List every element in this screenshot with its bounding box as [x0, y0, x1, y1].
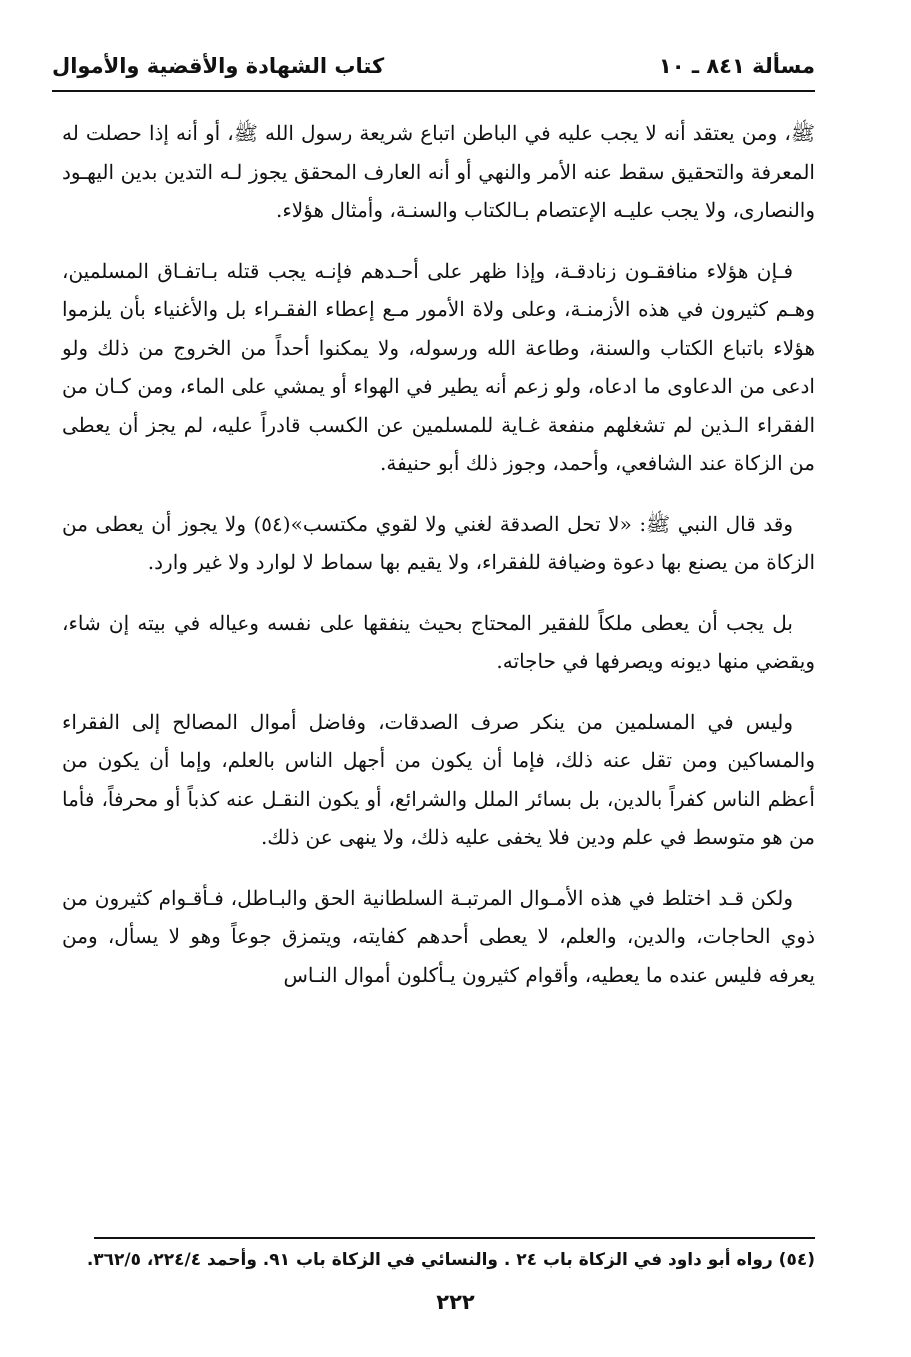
- footnote-divider: [94, 1237, 815, 1239]
- footnote: (٥٤) رواه أبو داود في الزكاة باب ٢٤ . والنسائي في الزكاة باب ٩١. وأحمد ٢٢٤/٤، ٣٦٢/٥.: [86, 1250, 815, 1270]
- main-text: [62, 114, 815, 1016]
- paragraph-4: بل يجب أن يعطى ملكاً للفقير المحتاج بحيث ينفقها على نفسه وعياله في بيته إن شاء، ويقضي منها ديونه ويصرفها في حاجاته.: [62, 610, 815, 673]
- paragraph-3: وقد قال النبي ﷺ: «لا تحل الصدقة لغني ولا لقوي مكتسب»(٥٤) ولا يجوز أن يعطى من الزكاة من يصنع بها دعوة وضيافة للفقراء، ولا يقيم بها سماط لا لوارد ولا غير وارد.: [62, 511, 815, 574]
- question-reference: مسألة ٨٤١ ـ ١٠: [658, 54, 815, 78]
- page-header: [52, 50, 815, 86]
- page-number: ٢٢٢: [436, 1290, 475, 1314]
- paragraph-6: ولكن قـد اختلط في هذه الأمـوال المرتبـة السلطانية الحق والبـاطل، فـأقـوام كثيرون من ذوي الحاجات، والدين، والعلم، لا يعطى أحدهم كفايته، ويتمزق جوعاً وهو لا يسأل، ومن يعرفه فليس عنده ما يعطيه، وأقوام كثيرون يـأكلون أموال النـاس: [62, 885, 816, 987]
- book-title: كتاب الشهادة والأقضية والأموال: [52, 54, 385, 78]
- paragraph-5: وليس في المسلمين من ينكر صرف الصدقات، وفاضل أموال المصالح إلى الفقراء والمساكين ومن تقل عنه ذلك، فإما أن يكون من أجهل الناس بالعلم، وإما أن يكون من أعظم الناس كفراً بالدين، بل بسائر الملل والشرائع، أو يكون النقـل عنه كذباً أو محرفاً، فأما من هو متوسط في علم ودين فلا يخفى عليه ذلك، ولا ينهى عن ذلك.: [62, 709, 815, 849]
- header-divider: [52, 90, 815, 92]
- paragraph-2: فـإن هؤلاء منافقـون زنادقـة، وإذا ظهر على أحـدهم فإنـه يجب قتله بـاتفـاق المسلمين، وهـم كثيرون في هذه الأزمنـة، وعلى ولاة الأمور مـع إعطاء الفقـراء بل والأغنياء بأن يلزموا هؤلاء باتباع الكتاب والسنة، وطاعة الله ورسوله، ولا يمكنوا أحداً من الخروج من ذلك ولو ادعى من الدعاوى ما ادعاه، ولو زعم أنه يطير في الهواء أو يمشي على الماء، ومن كـان من الفقراء الـذين لم تشغلهم منفعة غـاية للمسلمين عن الكسب قادراً عليه، لم يجز أن يعطى من الزكاة عند الشافعي، وأحمد، وجوز ذلك أبو حنيفة.: [62, 258, 815, 475]
- paragraph-1: ﷺ، ومن يعتقد أنه لا يجب عليه في الباطن اتباع شريعة رسول الله ﷺ، أو أنه إذا حصلت له المعرفة والتحقيق سقط عنه الأمر والنهي أو أنه العارف المحقق يجوز لـه التدين بدين اليهـود والنصارى، ولا يجب عليـه الإعتصام بـالكتاب والسنـة، وأمثال هؤلاء.: [62, 121, 815, 222]
